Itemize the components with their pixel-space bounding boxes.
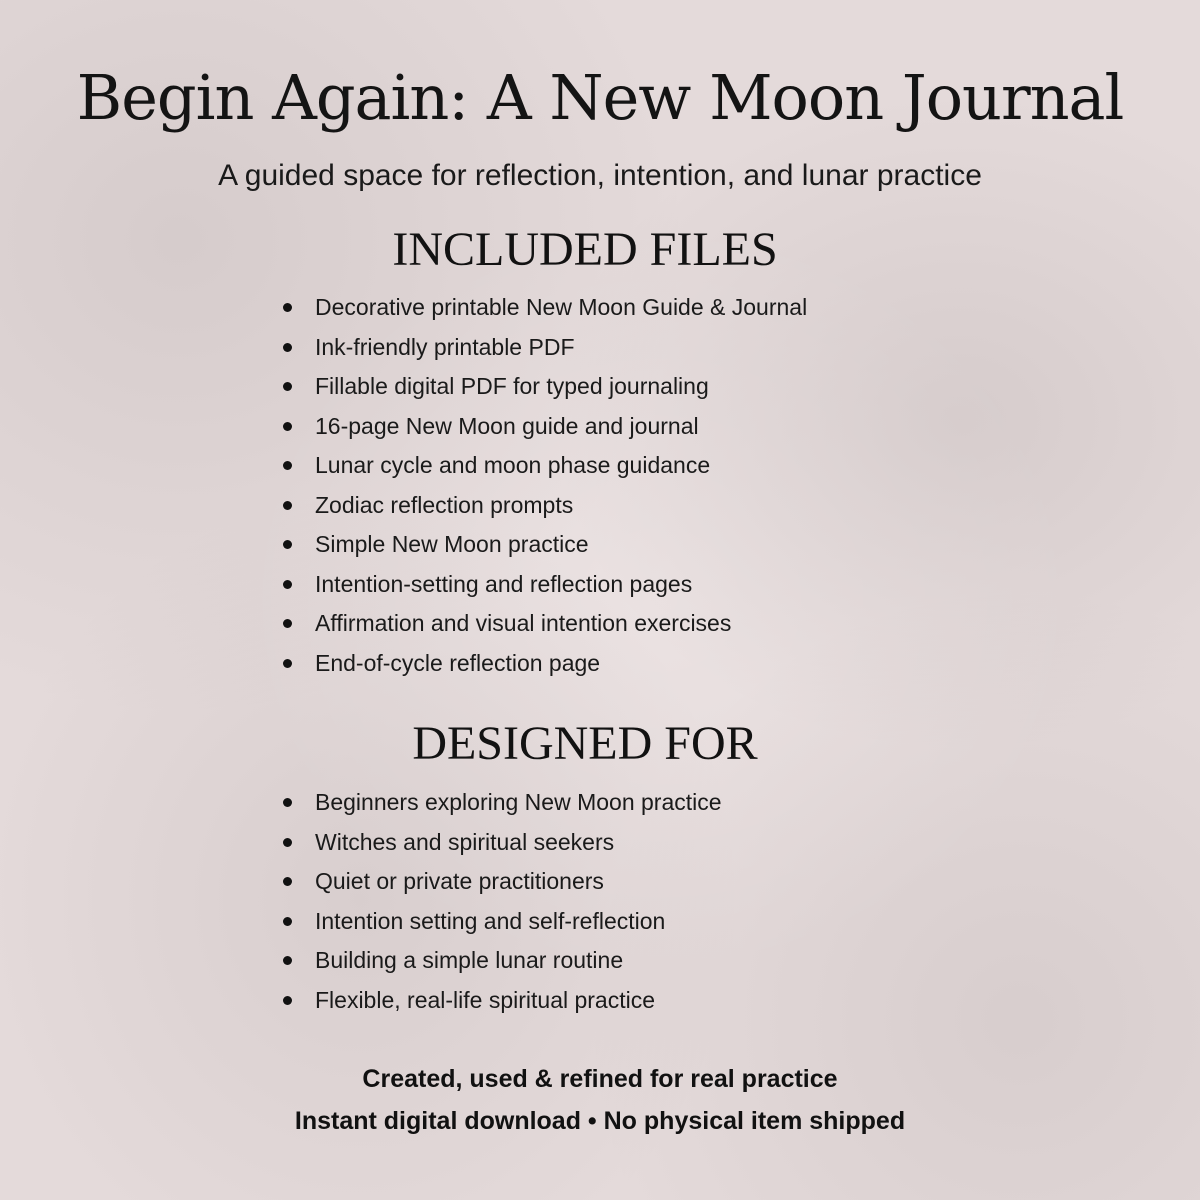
- bullet-icon: [283, 838, 292, 847]
- list-item-text: Witches and spiritual seekers: [315, 828, 615, 855]
- list-item-text: Lunar cycle and moon phase guidance: [315, 452, 711, 478]
- list-item-text: Fillable digital PDF for typed journaling: [315, 373, 709, 399]
- bullet-icon: [283, 798, 292, 807]
- bullet-icon: [283, 877, 292, 886]
- list-item: [0, 367, 807, 407]
- list-item-text: End-of-cycle reflection page: [315, 649, 601, 676]
- list-item-text: Intention setting and self-reflection: [315, 907, 666, 934]
- designed-for-list: [0, 783, 722, 1020]
- bullet-icon: [283, 956, 292, 965]
- list-item: [0, 486, 807, 526]
- bullet-icon: [283, 382, 292, 391]
- list-item: [0, 407, 807, 447]
- list-item: [0, 783, 722, 823]
- list-item-text: Flexible, real-life spiritual practice: [315, 986, 656, 1013]
- designed-for-heading: DESIGNED FOR: [412, 717, 758, 770]
- page-title: Begin Again: A New Moon Journal: [76, 61, 1124, 134]
- list-item-text: Ink-friendly printable PDF: [315, 333, 575, 360]
- list-item: [0, 288, 807, 328]
- list-item: [0, 525, 807, 565]
- list-item-text: Zodiac reflection prompts: [315, 491, 574, 518]
- list-item: [0, 902, 722, 942]
- list-item: [0, 823, 722, 863]
- bullet-icon: [283, 580, 292, 589]
- bullet-icon: [283, 619, 292, 628]
- footer-delivery-note: Instant digital download • No physical item shipped: [294, 1107, 906, 1135]
- included-files-heading: INCLUDED FILES: [392, 223, 778, 276]
- bullet-icon: [283, 461, 292, 470]
- bullet-icon: [283, 343, 292, 352]
- list-item: [0, 604, 807, 644]
- list-item-text: Beginners exploring New Moon practice: [315, 789, 722, 815]
- list-item-text: Decorative printable New Moon Guide & Journal: [315, 294, 808, 320]
- bullet-icon: [283, 996, 292, 1005]
- list-item-text: Affirmation and visual intention exercises: [315, 610, 732, 636]
- list-item: [0, 446, 807, 486]
- list-item-text: Quiet or private practitioners: [315, 868, 604, 894]
- list-item: [0, 328, 807, 368]
- bullet-icon: [283, 540, 292, 549]
- list-item-text: Building a simple lunar routine: [315, 947, 624, 973]
- bullet-icon: [283, 303, 292, 312]
- list-item: [0, 862, 722, 902]
- bullet-icon: [283, 917, 292, 926]
- list-item: [0, 644, 807, 684]
- included-files-list: [0, 288, 807, 683]
- bullet-icon: [283, 422, 292, 431]
- list-item-text: Simple New Moon practice: [315, 531, 589, 557]
- list-item-text: Intention-setting and reflection pages: [315, 570, 693, 597]
- bullet-icon: [283, 501, 292, 510]
- list-item: [0, 941, 722, 981]
- list-item: [0, 981, 722, 1021]
- list-item: [0, 565, 807, 605]
- page-subtitle: A guided space for reflection, intention, and lunar practice: [218, 159, 982, 192]
- footer-tagline: Created, used & refined for real practice: [362, 1065, 838, 1093]
- bullet-icon: [283, 659, 292, 668]
- list-item-text: 16-page New Moon guide and journal: [315, 412, 699, 439]
